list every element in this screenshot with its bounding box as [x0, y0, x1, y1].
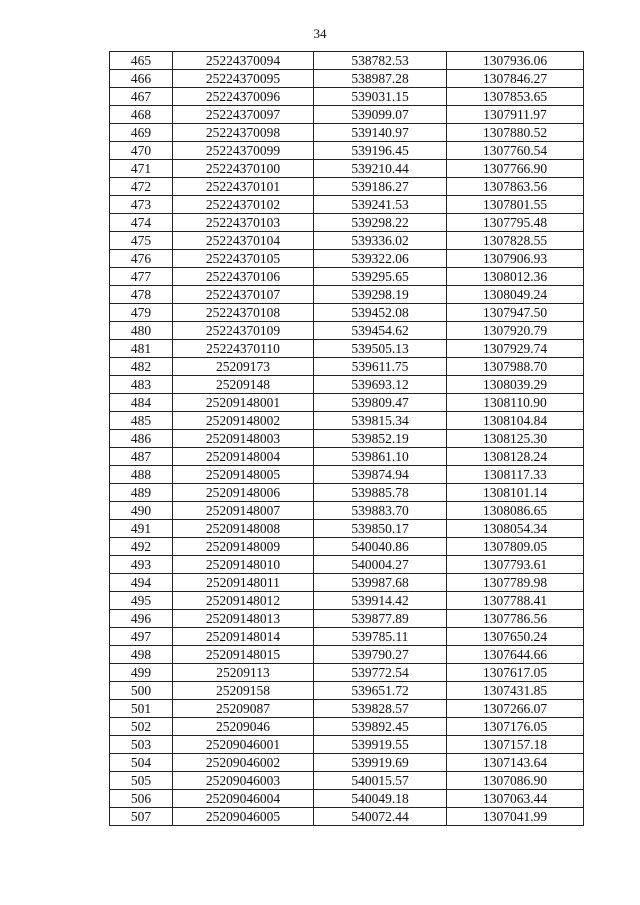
y-coordinate-cell: 1307086.90 — [447, 772, 584, 790]
table-row — [110, 448, 584, 466]
row-number-cell: 466 — [110, 70, 173, 88]
x-coordinate-cell: 539298.22 — [314, 214, 447, 232]
table-row — [110, 160, 584, 178]
table-row — [110, 196, 584, 214]
x-coordinate-cell: 539322.06 — [314, 250, 447, 268]
y-coordinate-cell: 1308012.36 — [447, 268, 584, 286]
page-number: 34 — [313, 26, 327, 41]
row-number-cell: 489 — [110, 484, 173, 502]
x-coordinate-cell: 539031.15 — [314, 88, 447, 106]
y-coordinate-cell: 1308049.24 — [447, 286, 584, 304]
row-number-cell: 477 — [110, 268, 173, 286]
row-number-cell: 505 — [110, 772, 173, 790]
point-id-cell: 25209046001 — [173, 736, 314, 754]
x-coordinate-cell: 539611.75 — [314, 358, 447, 376]
y-coordinate-cell: 1307947.50 — [447, 304, 584, 322]
table-row — [110, 70, 584, 88]
y-coordinate-cell: 1307788.41 — [447, 592, 584, 610]
table-row — [110, 790, 584, 808]
y-coordinate-cell: 1307176.05 — [447, 718, 584, 736]
table-row — [110, 754, 584, 772]
row-number-cell: 507 — [110, 808, 173, 826]
point-id-cell: 25224370105 — [173, 250, 314, 268]
x-coordinate-cell: 539815.34 — [314, 412, 447, 430]
table-row — [110, 628, 584, 646]
table-row — [110, 538, 584, 556]
x-coordinate-cell: 539505.13 — [314, 340, 447, 358]
y-coordinate-cell: 1308054.34 — [447, 520, 584, 538]
y-coordinate-cell: 1307793.61 — [447, 556, 584, 574]
table-row — [110, 808, 584, 826]
y-coordinate-cell: 1307143.64 — [447, 754, 584, 772]
row-number-cell: 471 — [110, 160, 173, 178]
row-number-cell: 494 — [110, 574, 173, 592]
x-coordinate-cell: 539140.97 — [314, 124, 447, 142]
row-number-cell: 503 — [110, 736, 173, 754]
row-number-cell: 481 — [110, 340, 173, 358]
point-id-cell: 25224370106 — [173, 268, 314, 286]
y-coordinate-cell: 1307920.79 — [447, 322, 584, 340]
y-coordinate-cell: 1307809.05 — [447, 538, 584, 556]
table-row — [110, 268, 584, 286]
point-id-cell: 25209148013 — [173, 610, 314, 628]
table-row — [110, 772, 584, 790]
x-coordinate-cell: 539874.94 — [314, 466, 447, 484]
row-number-cell: 478 — [110, 286, 173, 304]
point-id-cell: 25224370095 — [173, 70, 314, 88]
y-coordinate-cell: 1307063.44 — [447, 790, 584, 808]
x-coordinate-cell: 539877.89 — [314, 610, 447, 628]
table-row — [110, 52, 584, 70]
row-number-cell: 488 — [110, 466, 173, 484]
point-id-cell: 25209148015 — [173, 646, 314, 664]
y-coordinate-cell: 1308104.84 — [447, 412, 584, 430]
row-number-cell: 504 — [110, 754, 173, 772]
point-id-cell: 25209148006 — [173, 484, 314, 502]
table-row — [110, 358, 584, 376]
y-coordinate-cell: 1308117.33 — [447, 466, 584, 484]
y-coordinate-cell: 1308086.65 — [447, 502, 584, 520]
x-coordinate-cell: 539454.62 — [314, 322, 447, 340]
y-coordinate-cell: 1307906.93 — [447, 250, 584, 268]
point-id-cell: 25209148010 — [173, 556, 314, 574]
y-coordinate-cell: 1307041.99 — [447, 808, 584, 826]
row-number-cell: 497 — [110, 628, 173, 646]
y-coordinate-cell: 1307880.52 — [447, 124, 584, 142]
y-coordinate-cell: 1307988.70 — [447, 358, 584, 376]
table-row — [110, 556, 584, 574]
table-row — [110, 502, 584, 520]
point-id-cell: 25224370107 — [173, 286, 314, 304]
x-coordinate-cell: 538987.28 — [314, 70, 447, 88]
row-number-cell: 468 — [110, 106, 173, 124]
point-id-cell: 25224370097 — [173, 106, 314, 124]
point-id-cell: 25224370108 — [173, 304, 314, 322]
table-row — [110, 124, 584, 142]
x-coordinate-cell: 539883.70 — [314, 502, 447, 520]
point-id-cell: 25209046004 — [173, 790, 314, 808]
x-coordinate-cell: 539298.19 — [314, 286, 447, 304]
point-id-cell: 25224370103 — [173, 214, 314, 232]
y-coordinate-cell: 1307846.27 — [447, 70, 584, 88]
y-coordinate-cell: 1307266.07 — [447, 700, 584, 718]
table-row — [110, 682, 584, 700]
point-id-cell: 25209158 — [173, 682, 314, 700]
x-coordinate-cell: 539772.54 — [314, 664, 447, 682]
table-row — [110, 610, 584, 628]
point-id-cell: 25209148014 — [173, 628, 314, 646]
row-number-cell: 487 — [110, 448, 173, 466]
table-row — [110, 574, 584, 592]
row-number-cell: 479 — [110, 304, 173, 322]
y-coordinate-cell: 1307911.97 — [447, 106, 584, 124]
table-row — [110, 394, 584, 412]
table-row — [110, 106, 584, 124]
row-number-cell: 469 — [110, 124, 173, 142]
table-row — [110, 232, 584, 250]
x-coordinate-cell: 539828.57 — [314, 700, 447, 718]
y-coordinate-cell: 1307795.48 — [447, 214, 584, 232]
table-row — [110, 142, 584, 160]
row-number-cell: 486 — [110, 430, 173, 448]
y-coordinate-cell: 1308128.24 — [447, 448, 584, 466]
x-coordinate-cell: 539210.44 — [314, 160, 447, 178]
row-number-cell: 495 — [110, 592, 173, 610]
row-number-cell: 492 — [110, 538, 173, 556]
row-number-cell: 465 — [110, 52, 173, 70]
point-id-cell: 25209173 — [173, 358, 314, 376]
x-coordinate-cell: 539885.78 — [314, 484, 447, 502]
row-number-cell: 475 — [110, 232, 173, 250]
table-row — [110, 664, 584, 682]
x-coordinate-cell: 539852.19 — [314, 430, 447, 448]
x-coordinate-cell: 539452.08 — [314, 304, 447, 322]
y-coordinate-cell: 1308039.29 — [447, 376, 584, 394]
y-coordinate-cell: 1308110.90 — [447, 394, 584, 412]
row-number-cell: 493 — [110, 556, 173, 574]
table-row — [110, 466, 584, 484]
y-coordinate-cell: 1307853.65 — [447, 88, 584, 106]
row-number-cell: 500 — [110, 682, 173, 700]
table-row — [110, 304, 584, 322]
y-coordinate-cell: 1307617.05 — [447, 664, 584, 682]
table-row — [110, 592, 584, 610]
table-row — [110, 214, 584, 232]
table-row — [110, 376, 584, 394]
table-row — [110, 700, 584, 718]
y-coordinate-cell: 1308125.30 — [447, 430, 584, 448]
point-id-cell: 25209148009 — [173, 538, 314, 556]
y-coordinate-cell: 1308101.14 — [447, 484, 584, 502]
row-number-cell: 506 — [110, 790, 173, 808]
point-id-cell: 25209148007 — [173, 502, 314, 520]
y-coordinate-cell: 1307644.66 — [447, 646, 584, 664]
point-id-cell: 25224370094 — [173, 52, 314, 70]
y-coordinate-cell: 1307828.55 — [447, 232, 584, 250]
coordinates-table — [109, 51, 584, 826]
point-id-cell: 25224370101 — [173, 178, 314, 196]
point-id-cell: 25209148012 — [173, 592, 314, 610]
x-coordinate-cell: 539892.45 — [314, 718, 447, 736]
row-number-cell: 480 — [110, 322, 173, 340]
point-id-cell: 25209148 — [173, 376, 314, 394]
point-id-cell: 25209148011 — [173, 574, 314, 592]
row-number-cell: 467 — [110, 88, 173, 106]
y-coordinate-cell: 1307789.98 — [447, 574, 584, 592]
y-coordinate-cell: 1307157.18 — [447, 736, 584, 754]
x-coordinate-cell: 540015.57 — [314, 772, 447, 790]
point-id-cell: 25209046005 — [173, 808, 314, 826]
row-number-cell: 501 — [110, 700, 173, 718]
x-coordinate-cell: 539196.45 — [314, 142, 447, 160]
x-coordinate-cell: 539919.69 — [314, 754, 447, 772]
x-coordinate-cell: 539785.11 — [314, 628, 447, 646]
table-row — [110, 430, 584, 448]
row-number-cell: 473 — [110, 196, 173, 214]
y-coordinate-cell: 1307766.90 — [447, 160, 584, 178]
point-id-cell: 25209148005 — [173, 466, 314, 484]
x-coordinate-cell: 539651.72 — [314, 682, 447, 700]
x-coordinate-cell: 539914.42 — [314, 592, 447, 610]
x-coordinate-cell: 539186.27 — [314, 178, 447, 196]
row-number-cell: 499 — [110, 664, 173, 682]
point-id-cell: 25209046 — [173, 718, 314, 736]
point-id-cell: 25224370104 — [173, 232, 314, 250]
row-number-cell: 485 — [110, 412, 173, 430]
point-id-cell: 25224370100 — [173, 160, 314, 178]
point-id-cell: 25209087 — [173, 700, 314, 718]
y-coordinate-cell: 1307801.55 — [447, 196, 584, 214]
table-row — [110, 646, 584, 664]
row-number-cell: 502 — [110, 718, 173, 736]
row-number-cell: 496 — [110, 610, 173, 628]
row-number-cell: 498 — [110, 646, 173, 664]
x-coordinate-cell: 539693.12 — [314, 376, 447, 394]
coordinates-table-body — [110, 52, 584, 826]
x-coordinate-cell: 538782.53 — [314, 52, 447, 70]
y-coordinate-cell: 1307863.56 — [447, 178, 584, 196]
x-coordinate-cell: 539809.47 — [314, 394, 447, 412]
point-id-cell: 25209148004 — [173, 448, 314, 466]
x-coordinate-cell: 539241.53 — [314, 196, 447, 214]
x-coordinate-cell: 540072.44 — [314, 808, 447, 826]
x-coordinate-cell: 539790.27 — [314, 646, 447, 664]
point-id-cell: 25224370098 — [173, 124, 314, 142]
x-coordinate-cell: 539336.02 — [314, 232, 447, 250]
y-coordinate-cell: 1307936.06 — [447, 52, 584, 70]
y-coordinate-cell: 1307760.54 — [447, 142, 584, 160]
table-row — [110, 484, 584, 502]
row-number-cell: 491 — [110, 520, 173, 538]
table-row — [110, 178, 584, 196]
y-coordinate-cell: 1307929.74 — [447, 340, 584, 358]
point-id-cell: 25209046002 — [173, 754, 314, 772]
row-number-cell: 484 — [110, 394, 173, 412]
x-coordinate-cell: 539987.68 — [314, 574, 447, 592]
table-row — [110, 718, 584, 736]
point-id-cell: 25209046003 — [173, 772, 314, 790]
x-coordinate-cell: 540040.86 — [314, 538, 447, 556]
table-row — [110, 322, 584, 340]
x-coordinate-cell: 539099.07 — [314, 106, 447, 124]
x-coordinate-cell: 539850.17 — [314, 520, 447, 538]
table-row — [110, 412, 584, 430]
row-number-cell: 474 — [110, 214, 173, 232]
table-row — [110, 88, 584, 106]
row-number-cell: 482 — [110, 358, 173, 376]
row-number-cell: 476 — [110, 250, 173, 268]
table-row — [110, 520, 584, 538]
point-id-cell: 25209148002 — [173, 412, 314, 430]
point-id-cell: 25209113 — [173, 664, 314, 682]
point-id-cell: 25224370110 — [173, 340, 314, 358]
x-coordinate-cell: 539919.55 — [314, 736, 447, 754]
row-number-cell: 490 — [110, 502, 173, 520]
x-coordinate-cell: 540004.27 — [314, 556, 447, 574]
point-id-cell: 25209148003 — [173, 430, 314, 448]
point-id-cell: 25224370109 — [173, 322, 314, 340]
row-number-cell: 483 — [110, 376, 173, 394]
x-coordinate-cell: 540049.18 — [314, 790, 447, 808]
table-row — [110, 340, 584, 358]
table-row — [110, 286, 584, 304]
point-id-cell: 25209148008 — [173, 520, 314, 538]
row-number-cell: 470 — [110, 142, 173, 160]
row-number-cell: 472 — [110, 178, 173, 196]
point-id-cell: 25224370096 — [173, 88, 314, 106]
table-row — [110, 250, 584, 268]
x-coordinate-cell: 539295.65 — [314, 268, 447, 286]
y-coordinate-cell: 1307650.24 — [447, 628, 584, 646]
point-id-cell: 25224370099 — [173, 142, 314, 160]
y-coordinate-cell: 1307431.85 — [447, 682, 584, 700]
point-id-cell: 25209148001 — [173, 394, 314, 412]
x-coordinate-cell: 539861.10 — [314, 448, 447, 466]
table-row — [110, 736, 584, 754]
point-id-cell: 25224370102 — [173, 196, 314, 214]
y-coordinate-cell: 1307786.56 — [447, 610, 584, 628]
